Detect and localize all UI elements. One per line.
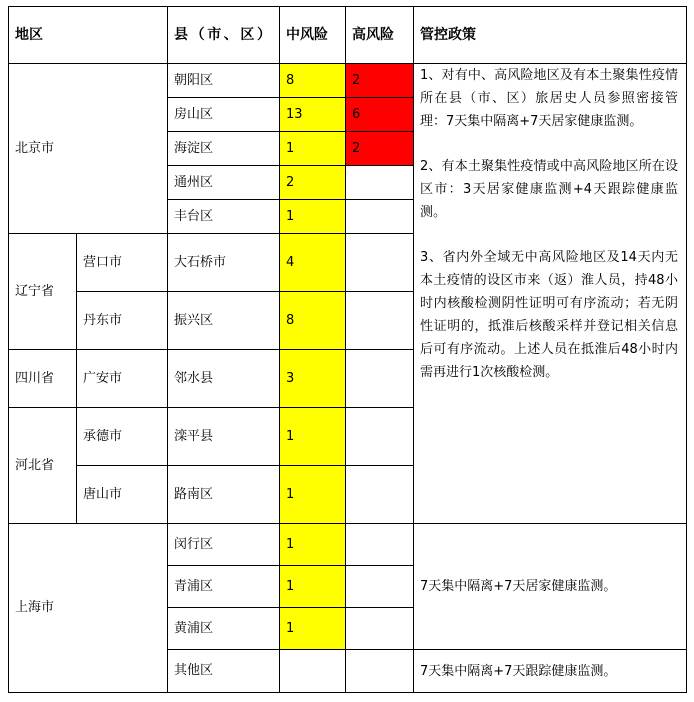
- header-row: [9, 7, 687, 64]
- mid-risk-count: 2: [280, 166, 346, 200]
- high-risk-count: [346, 408, 414, 466]
- policy-1: 1、对有中、高风险地区及有本土聚集性疫情所在县（市、区）旅居史人员参照密接管理：7天集中隔离+7天居家健康监测。: [420, 68, 678, 129]
- policy-cell-main: [414, 64, 687, 524]
- header-mid-risk: 中风险: [280, 7, 346, 64]
- county-cell: 房山区: [168, 98, 280, 132]
- high-risk-count: [346, 566, 414, 608]
- county-cell: 海淀区: [168, 132, 280, 166]
- header-region: 地区: [9, 7, 168, 64]
- policy-shanghai-main: 7天集中隔离+7天居家健康监测。: [414, 524, 687, 650]
- county-cell: 滦平县: [168, 408, 280, 466]
- policy-shanghai-other: 7天集中隔离+7天跟踪健康监测。: [414, 650, 687, 693]
- mid-risk-count: [280, 650, 346, 693]
- county-cell: 朝阳区: [168, 64, 280, 98]
- city-cell: 唐山市: [77, 466, 168, 524]
- high-risk-count: [346, 608, 414, 650]
- region-sichuan: 四川省: [9, 350, 77, 408]
- city-cell: 承德市: [77, 408, 168, 466]
- mid-risk-count: 1: [280, 524, 346, 566]
- region-shanghai: 上海市: [9, 524, 168, 693]
- city-cell: 营口市: [77, 234, 168, 292]
- mid-risk-count: 4: [280, 234, 346, 292]
- high-risk-count: [346, 466, 414, 524]
- policy-2: 2、有本土聚集性疫情或中高风险地区所在设区市：3天居家健康监测+4天跟踪健康监测。: [420, 159, 678, 220]
- county-cell: 其他区: [168, 650, 280, 693]
- mid-risk-count: 8: [280, 292, 346, 350]
- high-risk-count: [346, 234, 414, 292]
- mid-risk-count: 1: [280, 132, 346, 166]
- table-row: [9, 524, 687, 566]
- high-risk-count: [346, 200, 414, 234]
- risk-area-table: [8, 6, 687, 693]
- mid-risk-count: 1: [280, 608, 346, 650]
- mid-risk-count: 1: [280, 466, 346, 524]
- mid-risk-count: 3: [280, 350, 346, 408]
- county-cell: 青浦区: [168, 566, 280, 608]
- header-policy: 管控政策: [414, 7, 687, 64]
- county-cell: 大石桥市: [168, 234, 280, 292]
- city-cell: 广安市: [77, 350, 168, 408]
- high-risk-count: [346, 166, 414, 200]
- mid-risk-count: 8: [280, 64, 346, 98]
- high-risk-count: 2: [346, 132, 414, 166]
- region-liaoning: 辽宁省: [9, 234, 77, 350]
- county-cell: 路南区: [168, 466, 280, 524]
- high-risk-count: [346, 292, 414, 350]
- county-cell: 黄浦区: [168, 608, 280, 650]
- high-risk-count: 2: [346, 64, 414, 98]
- region-hebei: 河北省: [9, 408, 77, 524]
- policy-3: 3、省内外全域无中高风险地区及14天内无本土疫情的设区市来（返）淮人员，持48小时内核酸检测阴性证明可有序流动；若无阴性证明的，抵淮后核酸采样并登记相关信息后可有序流动。上述人员在抵淮后48小时内需再进行1次核酸检测。: [420, 250, 678, 380]
- city-cell: 丹东市: [77, 292, 168, 350]
- high-risk-count: [346, 350, 414, 408]
- mid-risk-count: 1: [280, 566, 346, 608]
- header-high-risk: 高风险: [346, 7, 414, 64]
- mid-risk-count: 1: [280, 408, 346, 466]
- county-cell: 丰台区: [168, 200, 280, 234]
- county-cell: 振兴区: [168, 292, 280, 350]
- region-beijing: 北京市: [9, 64, 168, 234]
- header-county: 县（市、区）: [168, 7, 280, 64]
- county-cell: 闵行区: [168, 524, 280, 566]
- high-risk-count: 6: [346, 98, 414, 132]
- county-cell: 邻水县: [168, 350, 280, 408]
- high-risk-count: [346, 650, 414, 693]
- mid-risk-count: 1: [280, 200, 346, 234]
- county-cell: 通州区: [168, 166, 280, 200]
- mid-risk-count: 13: [280, 98, 346, 132]
- high-risk-count: [346, 524, 414, 566]
- table-row: [9, 64, 687, 98]
